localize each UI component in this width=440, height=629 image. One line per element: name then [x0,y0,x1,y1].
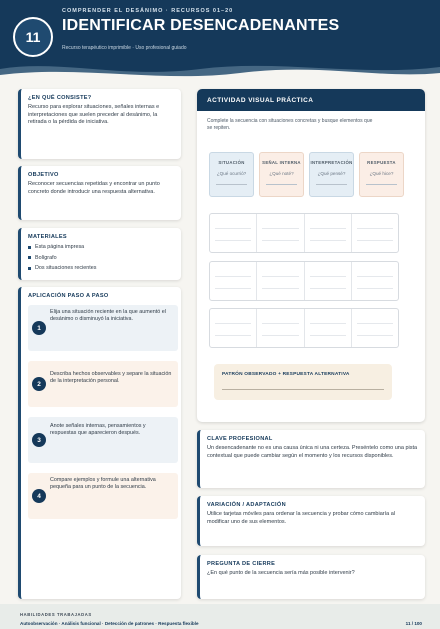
column-title: RESPUESTA [367,160,396,165]
footer-skills: Autoobservación · Análisis funcional · Detección de patrones · Respuesta flexible [20,621,199,626]
variation-text: Utilice tarjetas móviles para ordenar la secuencia y probar cómo cambiaría al modificar uno de sus elementos. [207,511,396,525]
page-header [0,0,440,82]
write-cell[interactable] [210,262,257,300]
answer-line[interactable] [216,184,247,185]
write-cell[interactable] [305,262,352,300]
step-number: 1 [32,321,46,335]
table-row [209,261,399,301]
step-text: Describa hechos observables y separe la situación de la interpretación personal. [50,371,172,385]
column-response [359,152,404,197]
materials-card [18,228,181,280]
column-interpretation [309,152,354,197]
activity-intro: Complete la secuencia con situaciones concretas y busque elementos que se repiten. [207,118,373,131]
step-item [28,361,178,407]
what-heading: ¿EN QUÉ CONSISTE? [28,95,92,101]
key-text: Un desencadenante no es una causa única ni una certeza. Preséntelo como una pista contextual que puede cambiar según el momento y los recursos disponibles. [207,445,418,459]
page-title: IDENTIFICAR DESENCADENANTES [62,17,340,34]
materials-list [28,244,174,271]
column-question: ¿Qué hice? [369,171,394,176]
answer-line[interactable] [266,184,297,185]
square-bullet-icon [28,267,31,270]
list-item [28,244,174,250]
write-cell[interactable] [305,309,352,347]
write-cell[interactable] [210,309,257,347]
goal-heading: OBJETIVO [28,172,59,178]
step-number: 4 [32,489,46,503]
column-question: ¿Qué ocurrió? [216,171,247,176]
variation-card [197,496,425,546]
goal-card [18,166,181,220]
column-situation [209,152,254,197]
footer-kicker: HABILIDADES TRABAJADAS [20,612,92,617]
key-heading: CLAVE PROFESIONAL [207,436,273,442]
what-text: Recurso para explorar situaciones, señales internas e interpretaciones que suelen preceder al desánimo, la retirada o la pérdida de iniciativa. [28,104,160,126]
pattern-box [214,364,392,400]
step-item [28,305,178,351]
header-kicker: COMPRENDER EL DESÁNIMO · RECURSOS 01–20 [62,8,234,14]
resource-number-badge: 11 [13,17,53,57]
pattern-label: PATRÓN OBSERVADO + RESPUESTA ALTERNATIVA [222,372,350,377]
column-title: SITUACIÓN [218,160,245,165]
step-text: Elija una situación reciente en la que aumentó el desánimo o disminuyó la iniciativa. [50,309,166,323]
key-card [197,430,425,488]
step-number: 3 [32,433,46,447]
variation-heading: VARIACIÓN / ADAPTACIÓN [207,502,286,508]
write-cell[interactable] [352,309,398,347]
write-cell[interactable] [305,214,352,252]
page-footer [0,604,440,629]
activity-panel [197,89,425,422]
closing-card [197,555,425,599]
write-cell[interactable] [352,214,398,252]
answer-line[interactable] [366,184,397,185]
list-item [28,265,174,271]
table-row [209,308,399,348]
column-title: INTERPRETACIÓN [310,160,353,165]
column-question: ¿Qué noté? [269,171,294,176]
write-cell[interactable] [352,262,398,300]
write-cell[interactable] [257,262,304,300]
step-text: Compare ejemplos y formule una alternativa pequeña para un punto de la secuencia. [50,477,156,491]
closing-heading: PREGUNTA DE CIERRE [207,561,276,567]
what-card [18,89,181,159]
closing-text: ¿En qué punto de la secuencia sería más posible intervenir? [207,570,355,576]
pattern-answer-line[interactable] [222,389,384,390]
list-item [28,255,174,261]
column-question: ¿Qué pensé? [317,171,346,176]
table-row [209,213,399,253]
page-subtitle: Recurso terapéutico imprimible · Uso profesional guiado [62,45,187,51]
square-bullet-icon [28,246,31,249]
answer-line[interactable] [316,184,347,185]
materials-heading: MATERIALES [28,234,67,240]
step-number: 2 [32,377,46,391]
step-item [28,473,178,519]
steps-card [18,287,181,599]
column-signal [259,152,304,197]
write-cell[interactable] [210,214,257,252]
square-bullet-icon [28,256,31,259]
write-cell[interactable] [257,309,304,347]
step-text: Anote señales internas, pensamientos y respuestas que aparecieron después. [50,423,146,437]
material-label: Dos situaciones recientes [35,265,97,271]
goal-text: Reconocer secuencias repetidas y encontrar un punto concreto donde introducir una respuesta alternativa. [28,181,160,195]
material-label: Esta página impresa [35,244,85,250]
material-label: Bolígrafo [35,254,57,261]
steps-heading: APLICACIÓN PASO A PASO [28,293,109,299]
header-wave [0,55,440,85]
write-cell[interactable] [257,214,304,252]
page-number: 11 / 100 [405,621,422,626]
column-title: SEÑAL INTERNA [262,160,301,165]
activity-heading: ACTIVIDAD VISUAL PRÁCTICA [197,89,425,111]
step-item [28,417,178,463]
